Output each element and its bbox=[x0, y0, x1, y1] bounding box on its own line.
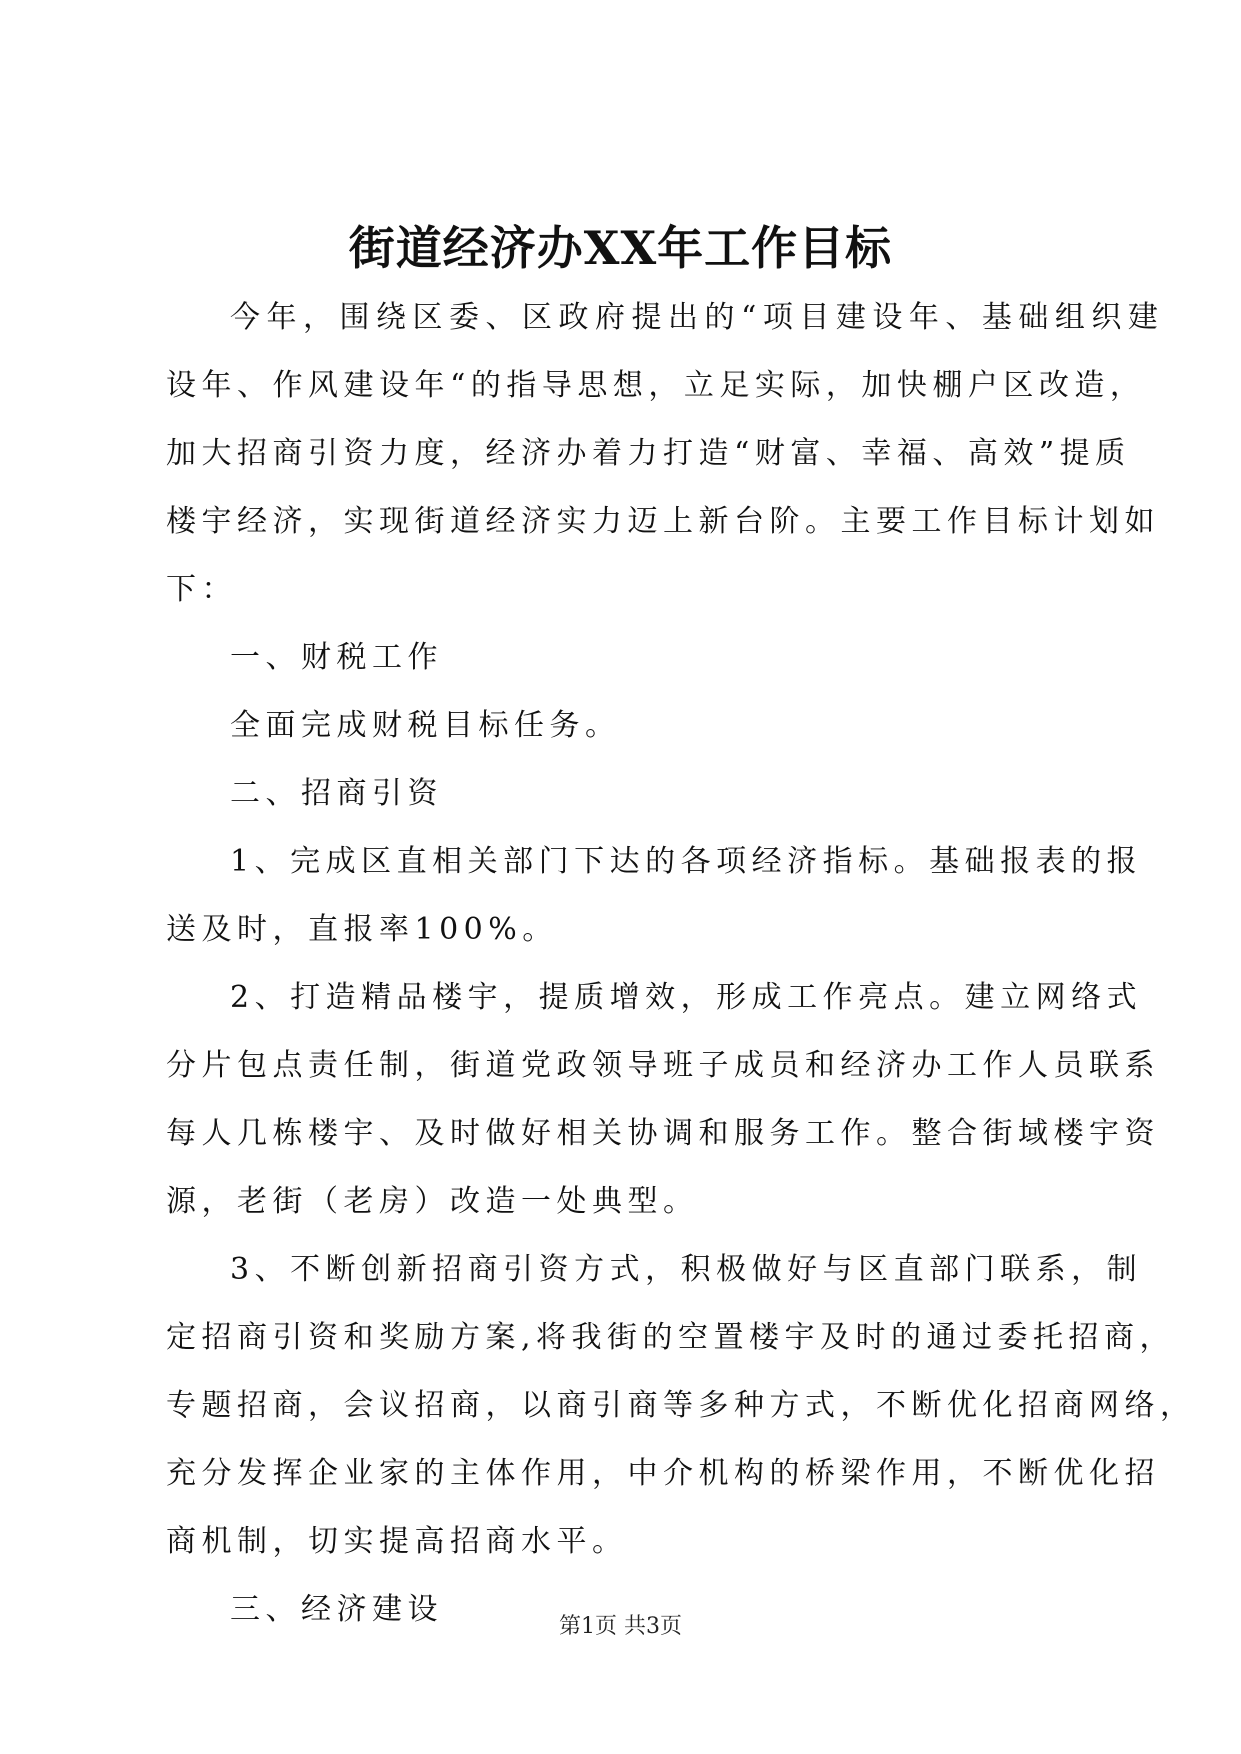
paragraph-line: 源，老街（老房）改造一处典型。 bbox=[166, 1184, 699, 1219]
paragraph-line: 1、完成区直相关部门下达的各项经济指标。基础报表的报 bbox=[230, 844, 1143, 879]
paragraph-line: 设年、作风建设年“的指导思想，立足实际，加快棚户区改造， bbox=[166, 368, 1146, 403]
document-title: 街道经济办XX年工作目标 bbox=[348, 221, 893, 275]
section-heading: 二、招商引资 bbox=[230, 776, 443, 811]
paragraph-line: 送及时，直报率100%。 bbox=[166, 912, 558, 947]
paragraph-line: 3、不断创新招商引资方式，积极做好与区直部门联系，制 bbox=[230, 1252, 1143, 1287]
page-number-footer: 第1页 共3页 bbox=[559, 1614, 682, 1639]
paragraph-line: 全面完成财税目标任务。 bbox=[230, 708, 621, 743]
paragraph-line: 今年，围绕区委、区政府提出的“项目建设年、基础组织建 bbox=[230, 300, 1165, 335]
paragraph-line: 专题招商，会议招商，以商引商等多种方式，不断优化招商网络， bbox=[166, 1388, 1196, 1423]
paragraph-line: 分片包点责任制，街道党政领导班子成员和经济办工作人员联系 bbox=[166, 1048, 1160, 1083]
section-heading: 一、财税工作 bbox=[230, 640, 443, 675]
paragraph-line: 下： bbox=[166, 572, 237, 607]
paragraph-line: 充分发挥企业家的主体作用，中介机构的桥梁作用，不断优化招 bbox=[166, 1456, 1160, 1491]
document-body bbox=[166, 284, 1196, 1644]
paragraph-line: 2、打造精品楼宇，提质增效，形成工作亮点。建立网络式 bbox=[230, 980, 1143, 1015]
paragraph-line: 每人几栋楼宇、及时做好相关协调和服务工作。整合街域楼宇资 bbox=[166, 1116, 1160, 1151]
paragraph-line: 商机制，切实提高招商水平。 bbox=[166, 1524, 628, 1559]
paragraph-line: 楼宇经济，实现街道经济实力迈上新台阶。主要工作目标计划如 bbox=[166, 504, 1160, 539]
paragraph-line: 定招商引资和奖励方案,将我街的空置楼宇及时的通过委托招商， bbox=[166, 1320, 1176, 1355]
paragraph-line: 加大招商引资力度，经济办着力打造“财富、幸福、高效”提质 bbox=[166, 436, 1131, 471]
section-heading: 三、经济建设 bbox=[230, 1592, 443, 1627]
